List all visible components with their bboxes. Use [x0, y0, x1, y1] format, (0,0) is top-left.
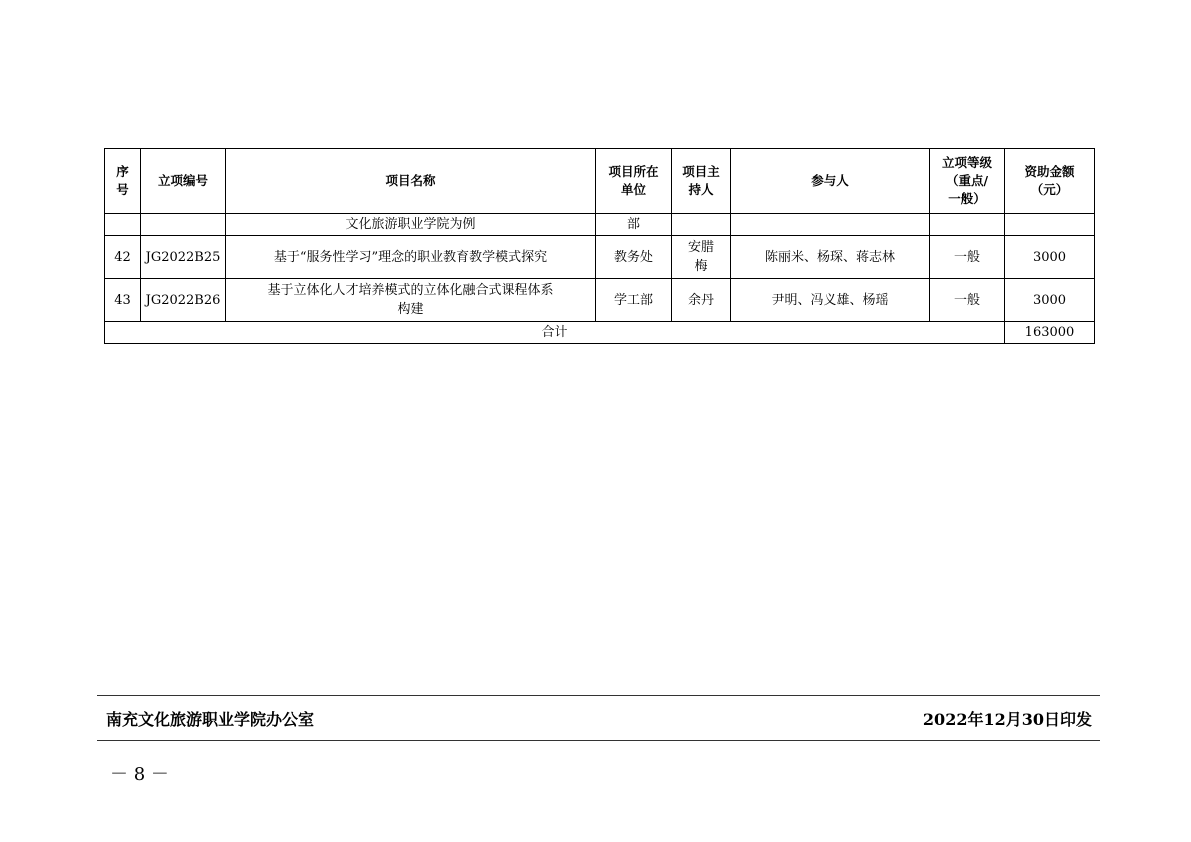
total-label: 合计	[105, 322, 1005, 344]
header-code: 立项编号	[141, 149, 226, 214]
page-number: － 8 －	[110, 764, 169, 785]
header-unit: 项目所在 单位	[596, 149, 672, 214]
cell-level	[930, 214, 1005, 236]
cell-code	[141, 214, 226, 236]
cell-host	[672, 214, 731, 236]
header-host: 项目主 持人	[672, 149, 731, 214]
header-level: 立项等级 （重点/ 一般）	[930, 149, 1005, 214]
header-seq: 序 号	[105, 149, 141, 214]
cell-level: 一般	[930, 236, 1005, 279]
footer-issuer: 南充文化旅游职业学院办公室	[106, 710, 315, 729]
cell-participants	[731, 214, 930, 236]
cell-host: 安腊 梅	[672, 236, 731, 279]
cell-code: JG2022B26	[141, 279, 226, 322]
cell-participants: 陈丽米、杨琛、蒋志林	[731, 236, 930, 279]
header-amount: 资助金额 （元）	[1005, 149, 1095, 214]
cell-unit: 学工部	[596, 279, 672, 322]
table-total-row	[105, 322, 1095, 344]
header-participants: 参与人	[731, 149, 930, 214]
footer-top-rule	[97, 695, 1100, 696]
cell-unit: 部	[596, 214, 672, 236]
cell-host: 余丹	[672, 279, 731, 322]
footer-date: 2022年12月30日印发	[922, 710, 1092, 729]
cell-name: 基于“服务性学习”理念的职业教育教学模式探究	[226, 236, 596, 279]
header-name: 项目名称	[226, 149, 596, 214]
table-header-row	[105, 149, 1095, 214]
cell-amount: 3000	[1005, 279, 1095, 322]
cell-level: 一般	[930, 279, 1005, 322]
footer-bottom-rule	[97, 740, 1100, 741]
table-row	[105, 236, 1095, 279]
cell-participants: 尹明、冯义雄、杨瑶	[731, 279, 930, 322]
cell-unit: 教务处	[596, 236, 672, 279]
table-row	[105, 279, 1095, 322]
cell-seq: 43	[105, 279, 141, 322]
total-amount: 163000	[1005, 322, 1095, 344]
cell-amount	[1005, 214, 1095, 236]
cell-name: 基于立体化人才培养模式的立体化融合式课程体系 构建	[226, 279, 596, 322]
cell-seq: 42	[105, 236, 141, 279]
projects-table	[104, 148, 1095, 344]
table-row-continued	[105, 214, 1095, 236]
cell-code: JG2022B25	[141, 236, 226, 279]
cell-amount: 3000	[1005, 236, 1095, 279]
cell-seq	[105, 214, 141, 236]
cell-name: 文化旅游职业学院为例	[226, 214, 596, 236]
